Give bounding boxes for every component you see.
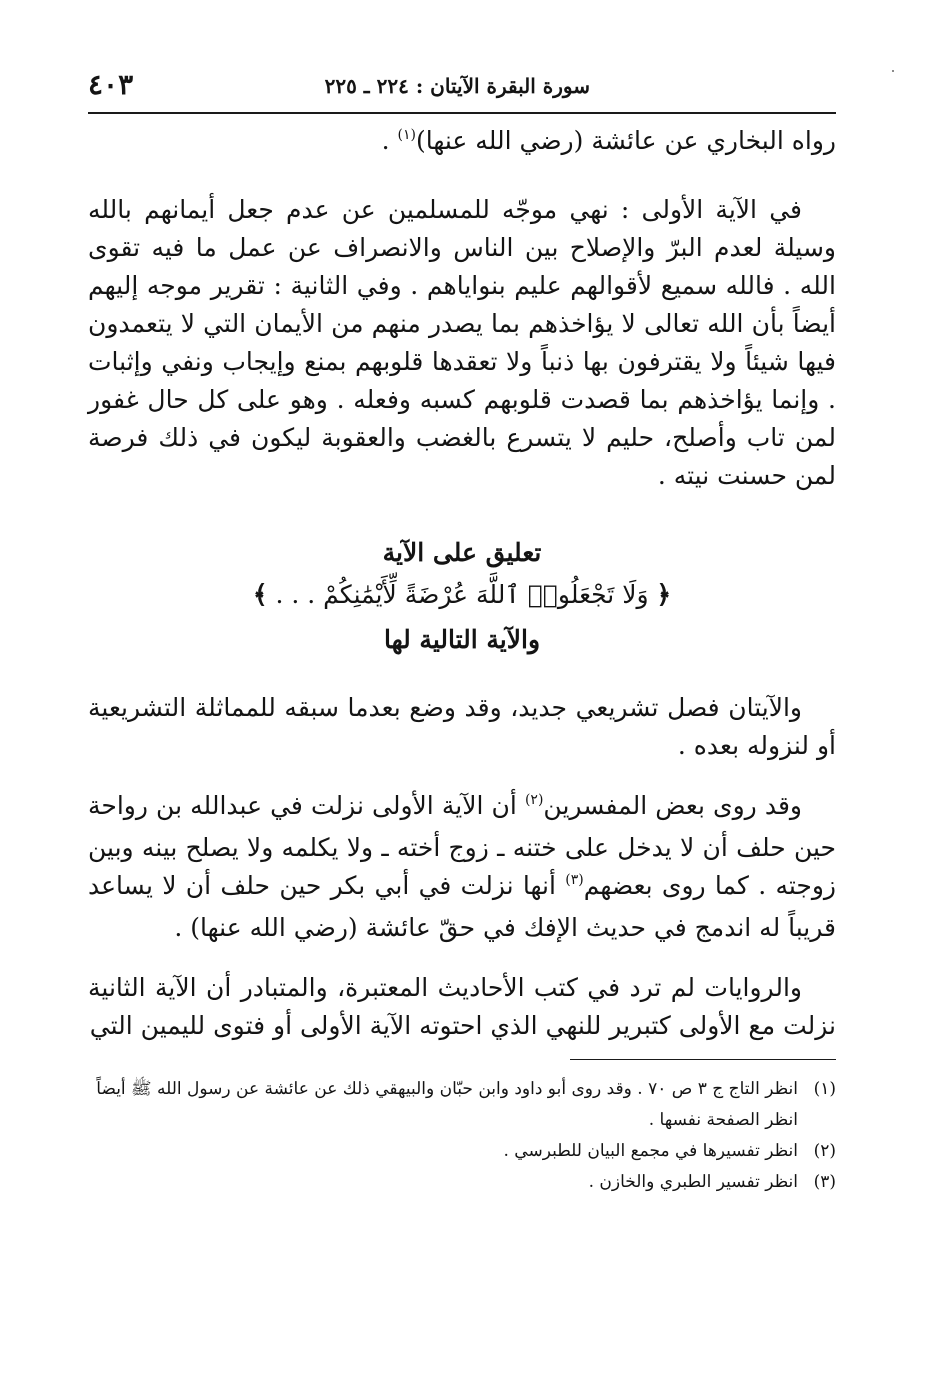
narration-text-1: وقد روى بعض المفسرين [543, 791, 803, 820]
continuation-text: رواه البخاري عن عائشة (رضي الله عنها) [415, 126, 836, 155]
footnote-text: انظر تفسير الطبري والخازن . [588, 1172, 798, 1192]
footnote-ref-1: (١) [397, 127, 416, 143]
footnote-2 [88, 1136, 836, 1167]
footnote-number: (٣) [813, 1172, 836, 1192]
verse-text: وَلَا تَجْعَلُوا۟ ٱللَّهَ عُرْضَةً لِّأَيْمَٰنِكُمْ . . . [275, 580, 649, 609]
footnotes [88, 1074, 836, 1198]
continuation-line [88, 122, 836, 164]
paragraph-explanation: في الآية الأولى : نهي موجّه للمسلمين عن عدم جعل أيمانهم بالله وسيلة لعدم البرّ والإصلاح بين الناس والانصراف عن عمل ما فيه تقوى الله . فالله سميع لأقوالهم عليم بنواياهم . وفي الثانية : تقرير موجه إليهم أيضاً بأن الله تعالى لا يؤاخذهم بما يصدر منهم من الأيمان التي لا يتعمدون فيها شيئاً ولا يقترفون بها ذنباً ولا تعقدها قلوبهم بمنع وإيجاب ونفي وإثبات . وإنما يؤاخذهم بما قصدت قلوبهم كسبه وفعله . وهو على كل حال غفور لمن تاب وأصلح، حليم لا يتسرع بالغضب والعقوبة ليكون في ذلك فرصة لمن حسنت نيته . [88, 195, 836, 490]
header-rule [88, 112, 836, 114]
paragraph-legislative: والآيتان فصل تشريعي جديد، وقد وضع بعدما سبقه للمماثلة التشريعية أو لنزوله بعده . [88, 693, 836, 760]
verse-close-bracket: ﴾ [252, 580, 268, 609]
continuation-end: . [381, 126, 398, 155]
footnote-number: (٢) [813, 1141, 836, 1161]
footnote-text: انظر تفسيرها في مجمع البيان للطبرسي . [503, 1141, 798, 1161]
footnote-number: (١) [813, 1079, 836, 1099]
page-number: ٤٠٣ [88, 68, 134, 101]
page-header [88, 60, 836, 112]
section-heading [88, 535, 836, 659]
footnote-1 [88, 1074, 836, 1136]
book-page [88, 60, 836, 1198]
narration-text-3: أنها نزلت في أبي بكر حين حلف أن لا يساعد قريباً له اندمج في حديث الإفك في حقّ عائشة (رضي الله عنها) . [88, 871, 836, 942]
verse-open-bracket: ﴿ [656, 580, 672, 609]
scan-speck [892, 70, 894, 72]
paragraph-narrations [88, 787, 836, 947]
paragraph-conclusion: والروايات لم ترد في كتب الأحاديث المعتبرة، والمتبادر أن الآية الثانية نزلت مع الأولى كتبرير للنهي الذي احتوته الآية الأولى أو فتوى لليمين التي [88, 973, 836, 1040]
quranic-verse [88, 575, 836, 615]
footnote-text: انظر التاج ج ٣ ص ٧٠ . وقد روى أبو داود وابن حبّان والبيهقي ذلك عن عائشة عن رسول الله ﷺ أيضاً انظر الصفحة نفسها . [96, 1079, 798, 1130]
footnote-3 [88, 1167, 836, 1198]
footnote-rule [570, 1059, 836, 1060]
running-title: سورة البقرة الآيتان : ٢٢٤ ـ ٢٢٥ [324, 74, 590, 98]
footnote-ref-2: (٢) [524, 792, 544, 808]
section-subtitle: والآية التالية لها [383, 625, 541, 654]
footnote-ref-3: (٣) [565, 872, 584, 888]
narration-text-2: أن الآية الأولى نزلت في عبدالله بن رواحة حين حلف أن لا يدخل على ختنه ـ زوج أخته ـ ولا يكلمه ولا يصلح بينه وبين زوجته . كما روى بعضهم [88, 791, 837, 900]
section-title: تعليق على الآية [382, 538, 542, 567]
